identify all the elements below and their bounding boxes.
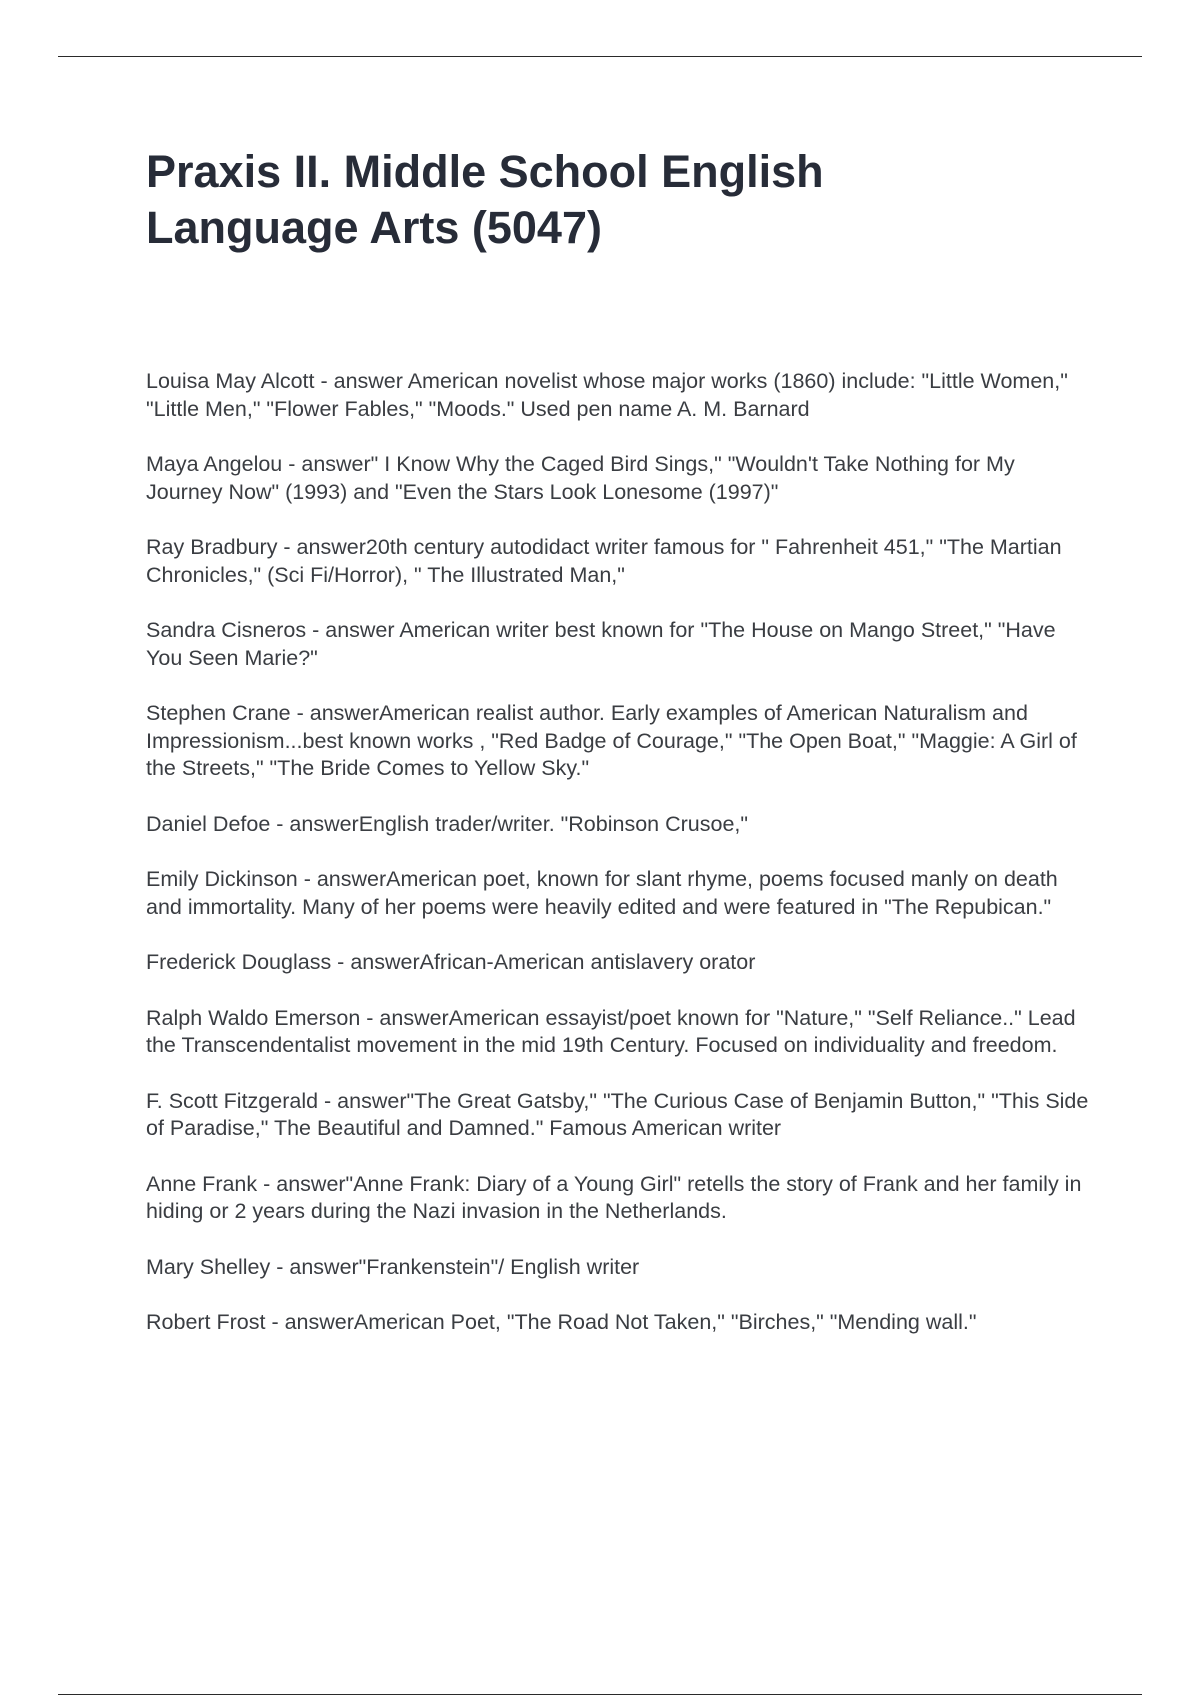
page-title-line-2: Language Arts (5047): [146, 202, 602, 253]
entry-frederick-douglass: Frederick Douglass - answerAfrican-American antislavery orator: [146, 950, 756, 974]
entry-daniel-defoe: Daniel Defoe - answerEnglish trader/writer. "Robinson Crusoe,": [146, 811, 749, 836]
entry-mary-shelley: Mary Shelley - answer"Frankenstein"/ English writer: [146, 1254, 640, 1279]
entry-maya-angelou: Maya Angelou - answer" I Know Why the Caged Bird Sings," "Wouldn't Take Nothing for My Journey Now" (1993) and "Even the Stars Look Lonesome (1997)": [146, 452, 1015, 504]
entry-ralph-waldo-emerson: Ralph Waldo Emerson - answerAmerican essayist/poet known for "Nature," "Self Reliance.." Lead the Transcendentalist movement in the mid 19th Century. Focused on individuality and freedom.: [146, 1005, 1076, 1057]
bottom-divider: [58, 1694, 1142, 1695]
entry-anne-frank: Anne Frank - answer"Anne Frank: Diary of a Young Girl" retells the story of Frank and her family in hiding or 2 years during the Nazi invasion in the Netherlands.: [146, 1171, 1082, 1223]
entry-stephen-crane: Stephen Crane - answerAmerican realist author. Early examples of American Naturalism and Impressionism...best known works , "Red Badge of Courage," "The Open Boat," "Maggie: A Girl of the Streets," "The Bride Comes to Yellow Sky.": [146, 701, 1077, 780]
page-title: [146, 144, 906, 256]
entry-list: [146, 368, 1096, 1365]
page-title-line-1: Praxis II. Middle School English: [146, 146, 824, 197]
entry-sandra-cisneros: Sandra Cisneros - answer American writer best known for "The House on Mango Street," "Have You Seen Marie?": [146, 618, 1056, 670]
entry-ray-bradbury: Ray Bradbury - answer20th century autodidact writer famous for " Fahrenheit 451," "The Martian Chronicles," (Sci Fi/Horror), " The Illustrated Man,": [146, 535, 1062, 587]
entry-louisa-may-alcott: Louisa May Alcott - answer American novelist whose major works (1860) include: "Little Women," "Little Men," "Flower Fables," "Moods." Used pen name A. M. Barnard: [146, 369, 1068, 421]
entry-emily-dickinson: Emily Dickinson - answerAmerican poet, known for slant rhyme, poems focused manly on death and immortality. Many of her poems were heavily edited and were featured in "The Repubican.": [146, 867, 1058, 919]
entry-f-scott-fitzgerald: F. Scott Fitzgerald - answer"The Great Gatsby," "The Curious Case of Benjamin Button," "This Side of Paradise," The Beautiful and Damned." Famous American writer: [146, 1088, 1089, 1140]
entry-robert-frost: Robert Frost - answerAmerican Poet, "The Road Not Taken," "Birches," "Mending wall.": [146, 1310, 977, 1334]
top-divider: [58, 56, 1142, 57]
